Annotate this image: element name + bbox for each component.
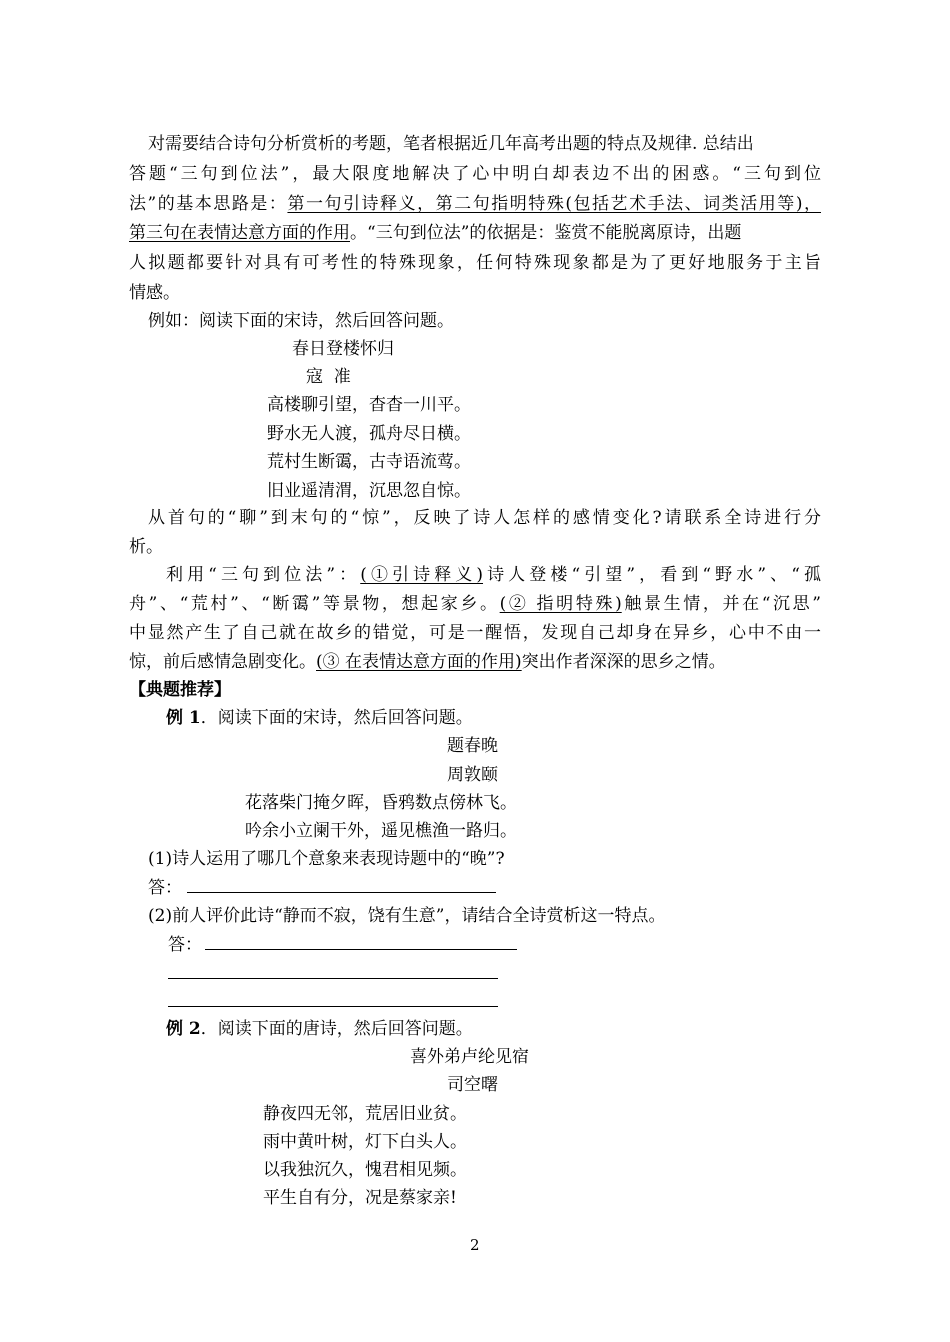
ex2-poem-author: 司空曙 xyxy=(447,1075,498,1095)
ex1-answer-1-line[interactable] xyxy=(187,892,496,893)
ex2-instruction: ．阅读下面的唐诗，然后回答问题。 xyxy=(200,1019,473,1039)
ex2-poem-line-4: 平生自有分，况是蔡家亲! xyxy=(263,1188,457,1208)
ex2-label: 例 2 xyxy=(166,1019,201,1039)
ex1-poem-line-2: 吟余小立阑干外，遥见樵渔一路归。 xyxy=(245,821,517,841)
intro-underline-step3: 第三句在表情达意方面的作用 xyxy=(129,223,350,243)
ex1-answer-1-label: 答： xyxy=(148,878,182,898)
ex2-poem-title: 喜外弟卢纶见宿 xyxy=(410,1047,529,1067)
ex2-poem-line-3: 以我独沉久，愧君相见频。 xyxy=(263,1160,467,1180)
ex1-question-1: (1)诗人运用了哪几个意象来表现诗题中的“晚”? xyxy=(148,849,505,869)
ex2-poem-line-2: 雨中黄叶树，灯下白头人。 xyxy=(263,1132,467,1152)
poem1-title: 春日登楼怀归 xyxy=(292,339,394,359)
intro-line-2: 答题“三句到位法”，最大限度地解决了心中明白却表边不出的困惑。“三句到位 xyxy=(129,164,821,184)
analysis-line-2-rest: 触景生情，并在“沉思” xyxy=(621,594,821,614)
page-number: 2 xyxy=(470,1236,480,1254)
poem1-line-1: 高楼聊引望，杳杳一川平。 xyxy=(267,395,471,415)
intro-line-5: 人拟题都要针对具有可考性的特殊现象，任何特殊现象都是为了更好地服务于主旨 xyxy=(129,253,821,273)
question1-line-1: 从首句的“聊”到末句的“惊”，反映了诗人怎样的感情变化?请联系全诗进行分 xyxy=(148,508,821,528)
intro-line-4-plain: 。“三句到位法”的依据是：鉴赏不能脱离原诗，出题 xyxy=(350,223,742,243)
ex2-heading xyxy=(166,1019,473,1039)
ex1-answer-2-line-2[interactable] xyxy=(168,978,498,979)
analysis-step2: (② 指明特殊) xyxy=(499,594,622,614)
ex1-instruction: ．阅读下面的宋诗，然后回答问题。 xyxy=(200,708,473,728)
analysis-line-4-plain: 惊，前后感情急剧变化。 xyxy=(129,652,316,672)
intro-line-3-plain: 法”的基本思路是： xyxy=(129,194,288,214)
analysis-line-1-plain: 利用“三句到位法”： xyxy=(166,565,361,585)
analysis-line-1-rest: 诗人登楼“引望”，看到“野水”、“孤 xyxy=(483,565,821,585)
analysis-step3: (③ 在表情达意方面的作用) xyxy=(316,652,522,672)
poem1-line-4: 旧业遥清渭，沉思忽自惊。 xyxy=(267,481,471,501)
analysis-line-4 xyxy=(129,652,726,672)
analysis-line-1 xyxy=(166,565,821,585)
question1-line-2: 析。 xyxy=(129,537,163,557)
ex1-poem-line-1: 花落柴门掩夕晖，昏鸦数点傍林飞。 xyxy=(245,793,517,813)
ex1-label: 例 1 xyxy=(166,708,201,728)
analysis-line-4-rest: 突出作者深深的思乡之情。 xyxy=(521,652,726,672)
analysis-line-2-plain: 舟”、“荒村”、“断霭”等景物，想起家乡。 xyxy=(129,594,500,614)
intro-line-4 xyxy=(129,223,741,243)
analysis-step1: (①引诗释义) xyxy=(360,565,484,585)
poem1-line-3: 荒村生断霭，古寺语流莺。 xyxy=(267,452,471,472)
intro-line-1: 对需要结合诗句分析赏析的考题，笔者根据近几年高考出题的特点及规律. 总结出 xyxy=(148,134,754,154)
ex1-heading xyxy=(166,708,473,728)
ex1-poem-author: 周敦颐 xyxy=(447,765,498,785)
ex1-poem-title: 题春晚 xyxy=(447,736,498,756)
example-intro: 例如：阅读下面的宋诗，然后回答问题。 xyxy=(148,311,454,331)
ex1-answer-2-line-3[interactable] xyxy=(168,1006,498,1007)
ex2-poem-line-1: 静夜四无邻，荒居旧业贫。 xyxy=(263,1104,467,1124)
ex1-question-2: (2)前人评价此诗“静而不寂，饶有生意”，请结合全诗赏析这一特点。 xyxy=(148,906,666,926)
ex1-answer-2-line-1[interactable] xyxy=(205,949,517,950)
section-title: 【典题推荐】 xyxy=(129,680,231,700)
poem1-author: 寇 准 xyxy=(306,367,351,387)
ex1-answer-2-label: 答： xyxy=(168,935,202,955)
intro-line-3 xyxy=(129,194,821,214)
intro-underline-steps: 第一句引诗释义，第二句指明特殊(包括艺术手法、词类活用等)， xyxy=(287,194,821,214)
analysis-line-3: 中显然产生了自己就在故乡的错觉，可是一醒悟，发现自己却身在异乡，心中不由一 xyxy=(129,623,821,643)
intro-line-6: 情感。 xyxy=(129,283,180,303)
analysis-line-2 xyxy=(129,594,821,614)
poem1-line-2: 野水无人渡，孤舟尽日横。 xyxy=(267,424,471,444)
